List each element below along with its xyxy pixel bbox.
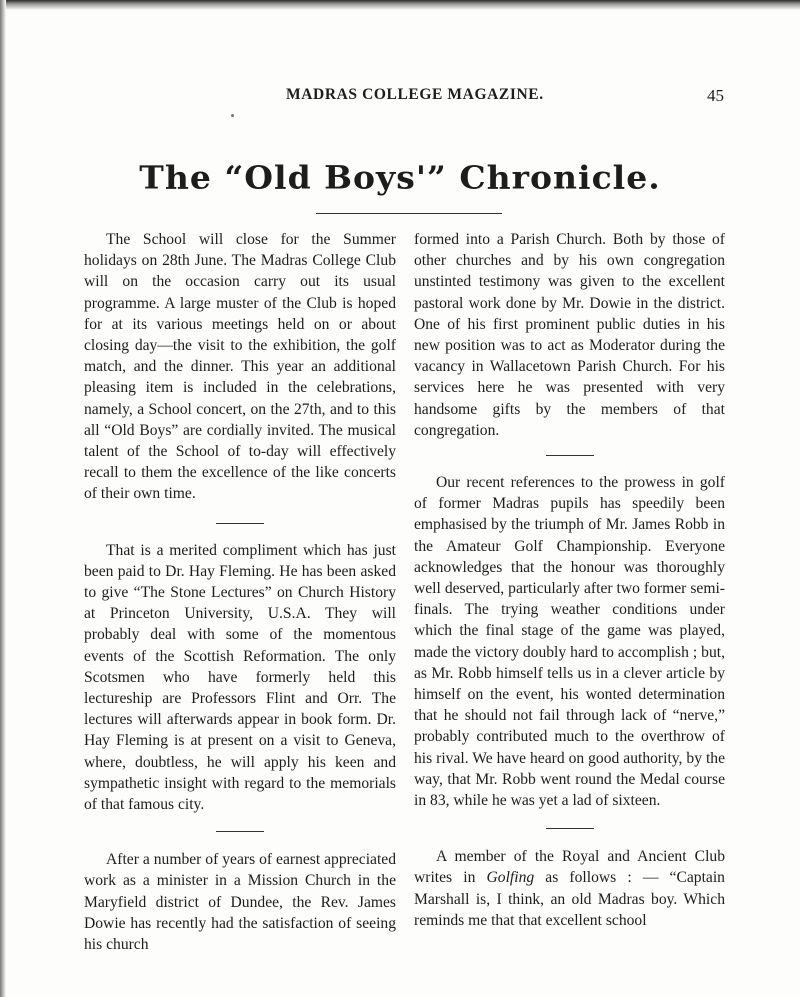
section-divider [216,523,264,524]
section-divider [546,828,594,829]
right-column [414,229,725,931]
section-divider [546,455,594,456]
paragraph-royal-ancient [414,846,725,931]
scan-edge-top [0,0,800,10]
page-number: 45 [707,86,724,105]
paragraph-hay-fleming: That is a merited compliment which has just been paid to Dr. Hay Fleming. He has been asked to give “The Stone Lectures” on Church History at Princeton University, U.S.A. They will probably deal with some of the momentous events of the Scottish Reformation. The only Scotsmen who have formerly held this lectureship are Professors Flint and Orr. The lectures will afterwards appear in book form. Dr. Hay Fleming is at present on a visit to Geneva, where, doubtless, he will apply his keen and sympathetic insight with regard to the memorials of that famous city. [84,541,396,814]
article-title: The “Old Boys'” Chronicle. [139,158,661,197]
paragraph-summer-holidays: The School will close for the Summer holidays on 28th June. The Madras College Club will on the occasion carry out its usual programme. A large muster of the Club is hoped for at its various meetings held on or about closing day—the visit to the exhibition, the golf match, and the dinner. This year an additional pleasing item is included in the celebrations, namely, a School concert, on the 27th, and to this all “Old Boys” are cordially invited. The musical talent of the School of to-day will effectively recall to them the excellence of the like concerts of their own time. [84,231,396,503]
golfing-text-before: A member of the Royal and Ancient Club writes in [414,848,725,887]
running-head: MADRAS COLLEGE MAGAZINE. [286,86,544,103]
paragraph-parish-church: formed into a Parish Church. Both by those of other churches and by his own congregation unstinted testimony was given to the excellent pastoral work done by Mr. Dowie in the district. One of his first prominent public duties in his new position was to act as Moderator during the vacancy in Wallacetown Parish Church. For his services here he was presented with very handsome gifts by the members of that congregation. [414,231,725,439]
golfing-text-after: as follows : — “Captain Marshall is, I think, an old Madras boy. Which reminds me that that excellent school [414,869,725,929]
golfing-publication: Golfing [486,869,535,887]
section-divider [216,831,264,832]
paragraph-james-robb: Our recent references to the prowess in golf of former Madras pupils has speedily been emphasised by the triumph of Mr. James Robb in the Amateur Golf Championship. Everyone acknowledges that the honour was thoroughly well deserved, particularly after two former semi-finals. The trying weather conditions under which the final stage of the game was played, made the victory doubly hard to accomplish ; but, as Mr. Robb himself tells us in a clever article by himself on the event, his wonted determination that he should not fail through lack of “nerve,” probably contributed much to the overthrow of his rival. We have heard on good authority, by the way, that Mr. Robb went round the Medal course in 83, while he was yet a lad of sixteen. [414,474,725,810]
title-rule [316,213,502,214]
paragraph-james-dowie: After a number of years of earnest appreciated work as a minister in a Mission Church in the Maryfield district of Dundee, the Rev. James Dowie has recently had the satisfaction of seeing his church [84,851,396,954]
left-column [84,229,396,955]
ink-speck [231,114,234,117]
scan-edge-left [0,0,6,997]
page-header [0,86,800,110]
